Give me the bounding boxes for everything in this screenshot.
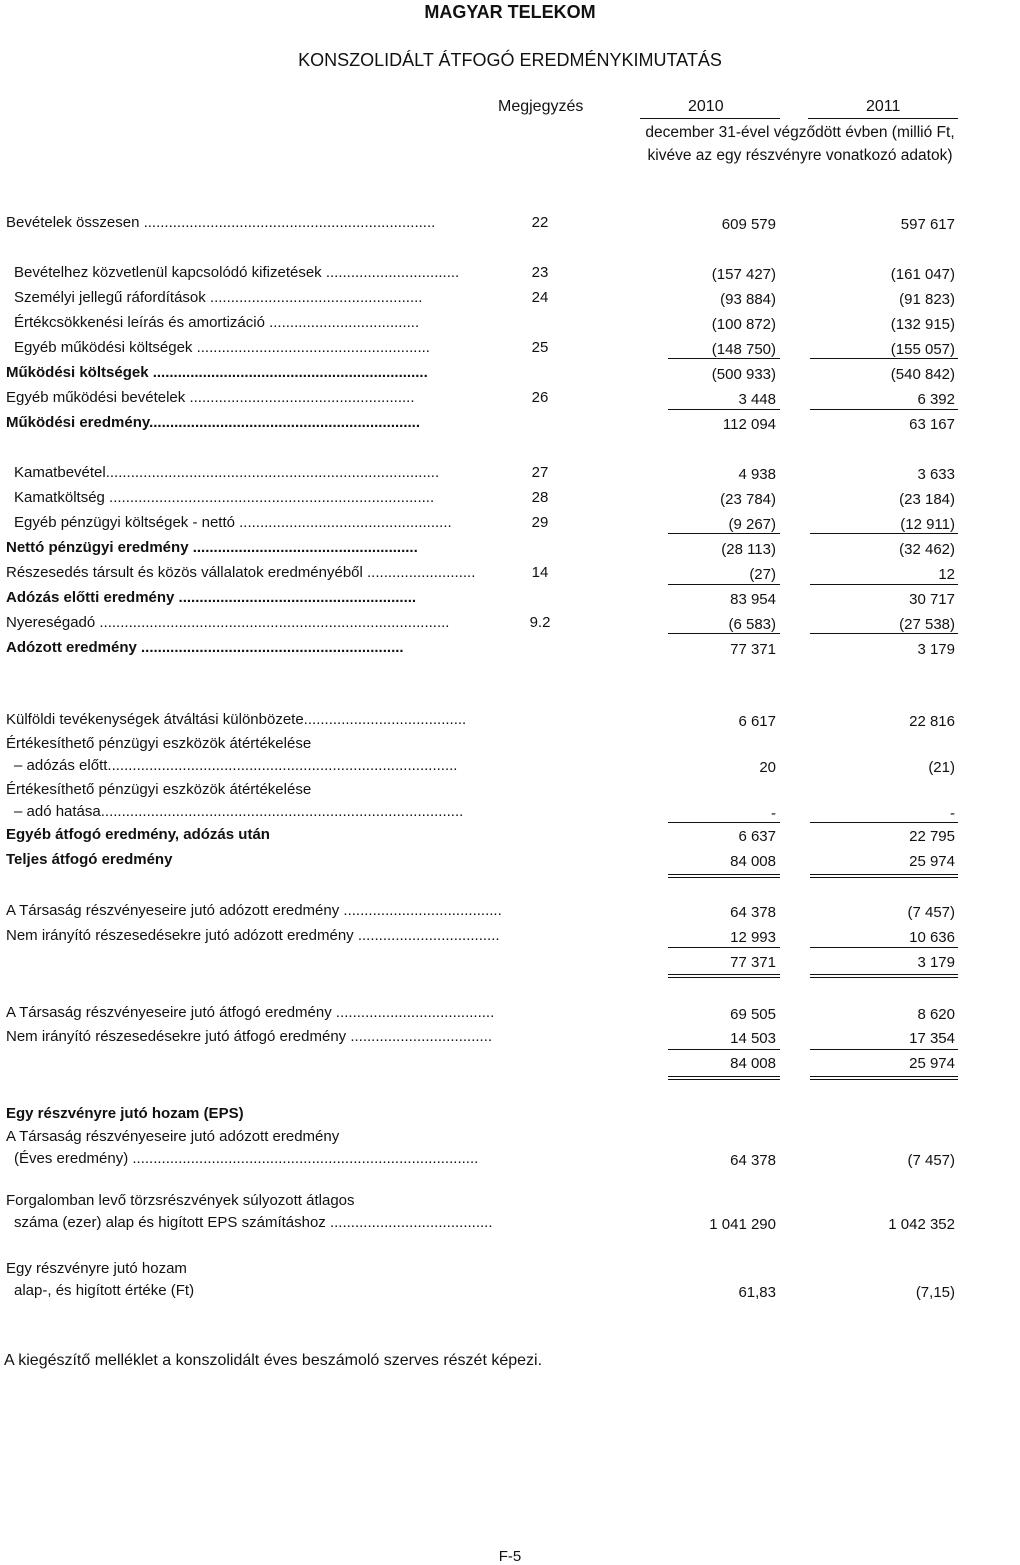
row-value-2010: (9 267) xyxy=(728,516,776,533)
row-label: Értékesíthető pénzügyi eszközök átértékelése xyxy=(6,781,312,798)
subtotal-rule xyxy=(668,947,780,948)
table-row xyxy=(0,389,960,411)
table-row xyxy=(0,1105,960,1127)
header-rule-2011 xyxy=(808,118,958,119)
row-value-2011: 22 816 xyxy=(909,713,955,730)
row-value-2011: 25 974 xyxy=(909,853,955,870)
row-note: 26 xyxy=(531,389,549,406)
row-value-2011: 3 633 xyxy=(917,466,955,483)
row-label: Értékcsökkenési leírás és amortizáció .................................... xyxy=(14,314,420,331)
row-label: Személyi jellegű ráfordítások ................................................... xyxy=(14,289,423,306)
row-value-2010: (23 784) xyxy=(720,491,776,508)
row-label: Egyéb működési bevételek ...................................................... xyxy=(6,389,415,406)
table-row xyxy=(0,826,960,848)
row-value-2011: (7 457) xyxy=(907,904,955,921)
total-rule xyxy=(810,874,958,875)
row-label: Működési költségek .................................................................. xyxy=(6,364,428,381)
row-value-2010: 6 637 xyxy=(738,828,776,845)
subtotal-rule xyxy=(810,358,958,359)
row-label: Egyéb működési költségek ........................................................ xyxy=(14,339,430,356)
row-label: A Társaság részvényeseire jutó átfogó eredmény ...................................... xyxy=(6,1004,495,1021)
subtotal-rule xyxy=(668,1049,780,1050)
row-value-2011: 6 392 xyxy=(917,391,955,408)
row-label: Egyéb pénzügyi költségek - nettó ................................................... xyxy=(14,514,452,531)
row-label: Bevételhez közvetlenül kapcsolódó kifizetések ................................ xyxy=(14,264,460,281)
row-value-2011: (21) xyxy=(928,759,955,776)
row-value-2010: 12 993 xyxy=(730,929,776,946)
row-label: Kamatbevétel................................................................................ xyxy=(14,464,440,481)
row-label: alap-, és higított értéke (Ft) xyxy=(14,1282,195,1299)
year-2011-header: 2011 xyxy=(866,98,901,115)
subtotal-rule xyxy=(668,409,780,410)
row-label: A Társaság részvényeseire jutó adózott eredmény xyxy=(6,1128,340,1145)
table-row xyxy=(0,489,960,511)
row-note: 23 xyxy=(531,264,549,281)
table-row xyxy=(0,1150,960,1172)
row-note: 14 xyxy=(531,564,549,581)
row-value-2011: 3 179 xyxy=(917,954,955,971)
row-label: Kamatköltség .............................................................................. xyxy=(14,489,435,506)
row-value-2011: 8 620 xyxy=(917,1006,955,1023)
row-label: Értékesíthető pénzügyi eszközök átértékelése xyxy=(6,735,312,752)
table-row xyxy=(0,1028,960,1050)
table-row xyxy=(0,781,960,803)
period-subtitle: december 31-ével végződött évben (millió Ft, kivéve az egy részvényre vonatkozó adatok) xyxy=(645,124,955,164)
table-row xyxy=(0,757,960,779)
row-value-2010: (93 884) xyxy=(720,291,776,308)
page-number: F-5 xyxy=(498,1548,522,1565)
table-row xyxy=(0,264,960,286)
total-rule xyxy=(668,877,780,878)
company-name: MAGYAR TELEKOM xyxy=(424,2,596,22)
row-label: száma (ezer) alap és higított EPS számításhoz ....................................... xyxy=(14,1214,493,1231)
row-value-2011: 63 167 xyxy=(909,416,955,433)
row-value-2011: 25 974 xyxy=(909,1055,955,1072)
row-label: Forgalomban levő törzsrészvények súlyozott átlagos xyxy=(6,1192,355,1209)
statement-title: KONSZOLIDÁLT ÁTFOGÓ EREDMÉNYKIMUTATÁS xyxy=(298,50,722,70)
row-value-2011: (540 842) xyxy=(890,366,955,383)
row-value-2010: 4 938 xyxy=(738,466,776,483)
subtotal-rule xyxy=(810,822,958,823)
table-row xyxy=(0,539,960,561)
row-value-2011: 30 717 xyxy=(909,591,955,608)
row-note: 9.2 xyxy=(529,614,551,631)
row-value-2010: - xyxy=(771,805,776,822)
row-label: Nem irányító részesedésekre jutó adózott eredmény .................................. xyxy=(6,927,500,944)
table-row xyxy=(0,902,960,924)
row-value-2011: (7 457) xyxy=(907,1152,955,1169)
subtotal-rule xyxy=(668,584,780,585)
subtotal-rule xyxy=(668,533,780,534)
row-label: Egyéb átfogó eredmény, adózás után xyxy=(6,826,270,843)
row-value-2010: 609 579 xyxy=(721,216,776,233)
row-label: Részesedés társult és közös vállalatok eredményéből .......................... xyxy=(6,564,476,581)
subtotal-rule xyxy=(810,533,958,534)
row-note: 28 xyxy=(531,489,549,506)
row-value-2010: 3 448 xyxy=(738,391,776,408)
total-rule xyxy=(668,977,780,978)
subtotal-rule xyxy=(810,947,958,948)
row-value-2010: (6 583) xyxy=(728,616,776,633)
table-row xyxy=(0,414,960,436)
row-label: Nettó pénzügyi eredmény ...................................................... xyxy=(6,539,418,556)
row-label: (Éves eredmény) ................................................................................... xyxy=(14,1150,479,1167)
table-row xyxy=(0,1192,960,1214)
row-value-2010: 84 008 xyxy=(730,853,776,870)
table-row xyxy=(0,464,960,486)
subtotal-rule xyxy=(810,1049,958,1050)
row-label: Egy részvényre jutó hozam (EPS) xyxy=(6,1105,244,1122)
table-row xyxy=(0,1282,960,1304)
row-label: Bevételek összesen ...................................................................... xyxy=(6,214,436,231)
row-value-2011: 10 636 xyxy=(909,929,955,946)
row-value-2010: (500 933) xyxy=(711,366,776,383)
row-note: 25 xyxy=(531,339,549,356)
total-rule xyxy=(668,1076,780,1077)
table-row xyxy=(0,1053,960,1075)
row-label: Működési eredmény................................................................. xyxy=(6,414,420,431)
row-value-2010: 1 041 290 xyxy=(709,1216,776,1233)
row-value-2011: (32 462) xyxy=(899,541,955,558)
subtotal-rule xyxy=(668,633,780,634)
row-value-2011: (132 915) xyxy=(890,316,955,333)
table-row xyxy=(0,1004,960,1026)
total-rule xyxy=(810,977,958,978)
row-value-2011: (12 911) xyxy=(900,516,955,533)
table-row xyxy=(0,564,960,586)
row-value-2011: 3 179 xyxy=(917,641,955,658)
total-rule xyxy=(810,1076,958,1077)
row-value-2010: 83 954 xyxy=(730,591,776,608)
row-note: 29 xyxy=(531,514,549,531)
table-row xyxy=(0,1128,960,1150)
table-row xyxy=(0,589,960,611)
note-column-header: Megjegyzés xyxy=(498,98,584,115)
subtotal-rule xyxy=(668,822,780,823)
row-value-2010: (157 427) xyxy=(711,266,776,283)
row-value-2010: 112 094 xyxy=(722,416,776,433)
row-value-2011: - xyxy=(950,805,955,822)
subtotal-rule xyxy=(810,409,958,410)
row-note: 24 xyxy=(531,289,549,306)
row-value-2010: 84 008 xyxy=(730,1055,776,1072)
table-row xyxy=(0,952,960,974)
row-value-2011: (155 057) xyxy=(890,341,955,358)
row-value-2011: (27 538) xyxy=(899,616,955,633)
total-rule xyxy=(668,974,780,975)
subtotal-rule xyxy=(810,633,958,634)
table-row xyxy=(0,711,960,733)
table-row xyxy=(0,735,960,757)
row-value-2010: (100 872) xyxy=(711,316,776,333)
row-value-2010: (148 750) xyxy=(711,341,776,358)
table-row xyxy=(0,851,960,873)
footer-note: A kiegészítő melléklet a konszolidált éves beszámoló szerves részét képezi. xyxy=(4,1352,543,1369)
row-label: Egy részvényre jutó hozam xyxy=(6,1260,187,1277)
row-value-2010: 6 617 xyxy=(738,713,776,730)
row-label: – adózás előtt.................................................................................... xyxy=(14,757,458,774)
row-value-2011: (7,15) xyxy=(915,1284,955,1301)
row-value-2010: (27) xyxy=(749,566,776,583)
row-value-2011: 1 042 352 xyxy=(888,1216,955,1233)
total-rule xyxy=(668,874,780,875)
row-note: 27 xyxy=(531,464,549,481)
table-row xyxy=(0,314,960,336)
row-label: Teljes átfogó eredmény xyxy=(6,851,173,868)
row-value-2010: 77 371 xyxy=(730,954,776,971)
row-value-2011: (91 823) xyxy=(899,291,955,308)
row-value-2011: 597 617 xyxy=(900,216,955,233)
row-value-2010: 69 505 xyxy=(730,1006,776,1023)
year-2010-header: 2010 xyxy=(688,98,724,115)
row-value-2010: 64 378 xyxy=(730,904,776,921)
row-value-2010: (28 113) xyxy=(721,541,776,558)
row-value-2011: 12 xyxy=(938,566,955,583)
total-rule xyxy=(810,877,958,878)
row-label: A Társaság részvényeseire jutó adózott eredmény ...................................... xyxy=(6,902,502,919)
row-value-2011: 22 795 xyxy=(909,828,955,845)
row-value-2011: (161 047) xyxy=(890,266,955,283)
row-value-2010: 77 371 xyxy=(730,641,776,658)
table-row xyxy=(0,1260,960,1282)
row-label: Adózott eredmény ............................................................... xyxy=(6,639,404,656)
total-rule xyxy=(668,1079,780,1080)
row-label: Nem irányító részesedésekre jutó átfogó eredmény .................................. xyxy=(6,1028,493,1045)
row-label: – adó hatása....................................................................................... xyxy=(14,803,464,820)
row-value-2011: 17 354 xyxy=(909,1030,955,1047)
header-rule-2010 xyxy=(640,118,780,119)
row-value-2010: 20 xyxy=(759,759,776,776)
table-row xyxy=(0,927,960,949)
subtotal-rule xyxy=(810,584,958,585)
row-note: 22 xyxy=(531,214,549,231)
table-row xyxy=(0,214,960,236)
table-row xyxy=(0,639,960,661)
total-rule xyxy=(810,1079,958,1080)
row-value-2010: 64 378 xyxy=(730,1152,776,1169)
table-row xyxy=(0,289,960,311)
row-value-2010: 61,83 xyxy=(738,1284,776,1301)
row-value-2010: 14 503 xyxy=(730,1030,776,1047)
table-row xyxy=(0,364,960,386)
row-label: Adózás előtti eredmény ......................................................... xyxy=(6,589,417,606)
total-rule xyxy=(810,974,958,975)
row-label: Nyereségadó .................................................................................... xyxy=(6,614,450,631)
subtotal-rule xyxy=(668,358,780,359)
row-label: Külföldi tevékenységek átváltási különbözete....................................... xyxy=(6,711,467,728)
table-row xyxy=(0,1214,960,1236)
row-value-2011: (23 184) xyxy=(899,491,955,508)
